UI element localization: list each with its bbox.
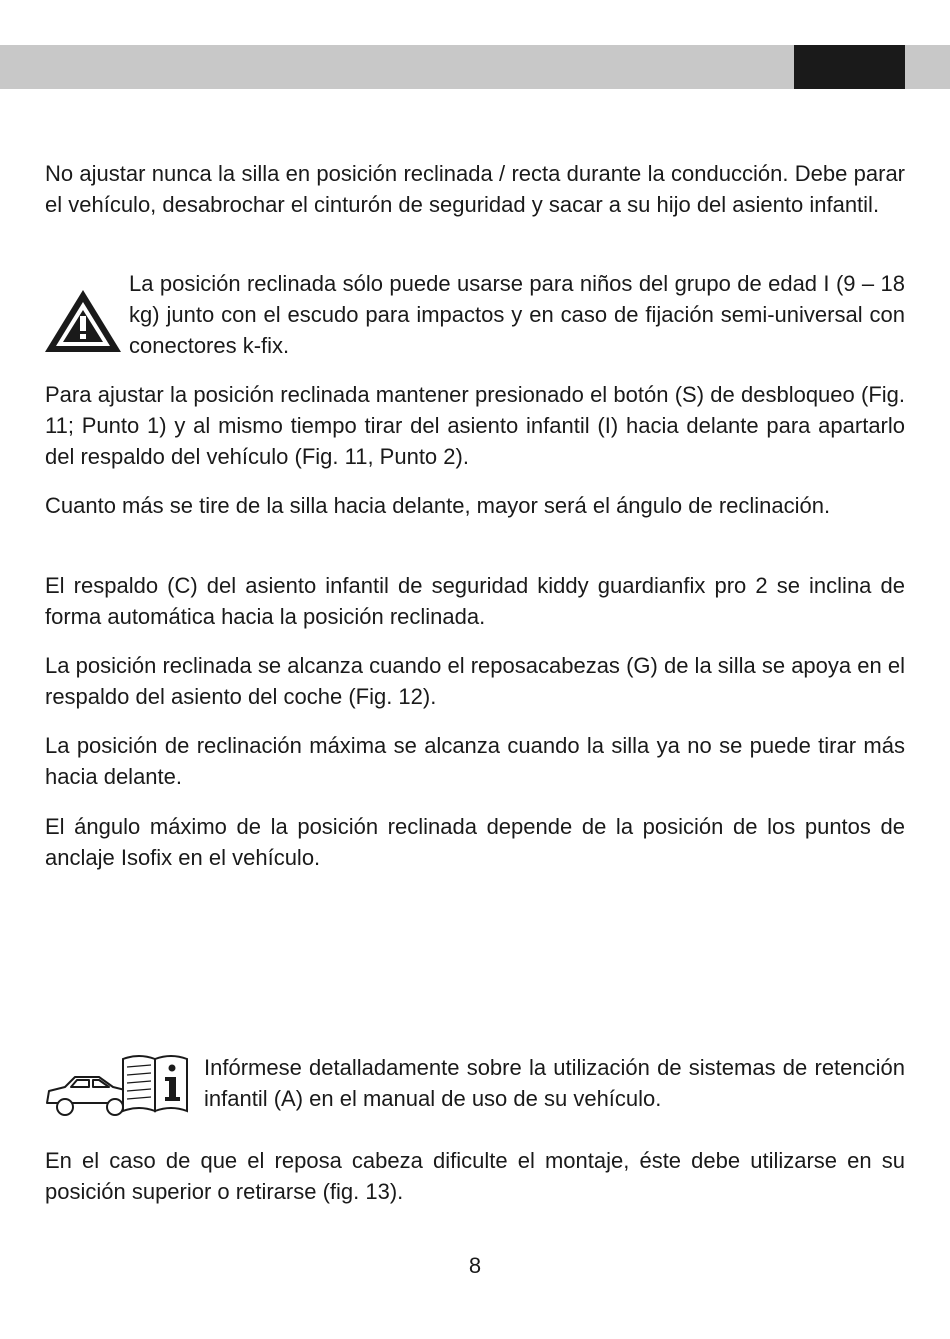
car-manual-info-icon [43, 1051, 191, 1121]
header-tab [794, 45, 905, 89]
paragraph-recline-reached: La posición reclinada se alcanza cuando el reposacabezas (G) de la silla se apoya en el respaldo del asiento del coche (Fig. 12). [45, 653, 905, 709]
paragraph-adjust-recline: Para ajustar la posición reclinada mantener presionado el botón (S) de desbloqueo (Fig. 11; Punto 1) y al mismo tiempo tirar del asiento infantil (I) hacia delante para apartarlo del respaldo del vehículo (Fig. 11, Punto 2). [45, 382, 905, 469]
page-number: 8 [468, 1253, 482, 1278]
paragraph-headrest-position: En el caso de que el reposa cabeza dificulte el montaje, éste debe utilizarse en su posición superior o retirarse (fig. 13). [45, 1148, 905, 1204]
paragraph-recline-angle: Cuanto más se tire de la silla hacia delante, mayor será el ángulo de reclinación. [45, 493, 831, 518]
paragraph-no-adjust-while-driving: No ajustar nunca la silla en posición reclinada / recta durante la conducción. Debe parar el vehículo, desabrochar el cinturón de seguridad y sacar a su hijo del asiento infantil. [45, 161, 905, 217]
paragraph-max-recline: La posición de reclinación máxima se alcanza cuando la silla ya no se puede tirar más hacia delante. [45, 733, 905, 789]
paragraph-max-angle-isofix: El ángulo máximo de la posición reclinada depende de la posición de los puntos de anclaje Isofix en el vehículo. [45, 814, 905, 870]
warning-text: La posición reclinada sólo puede usarse para niños del grupo de edad I (9 – 18 kg) junto con el escudo para impactos y en caso de fijación semi-universal con conectores k-fix. [129, 271, 905, 358]
warning-triangle-icon [43, 288, 123, 354]
paragraph-backrest-auto-tilt: El respaldo (C) del asiento infantil de seguridad kiddy guardianfix pro 2 se inclina de forma automática hacia la posición reclinada. [45, 573, 905, 629]
info-text: Infórmese detalladamente sobre la utilización de sistemas de retención infantil (A) en el manual de uso de su vehículo. [204, 1055, 905, 1111]
